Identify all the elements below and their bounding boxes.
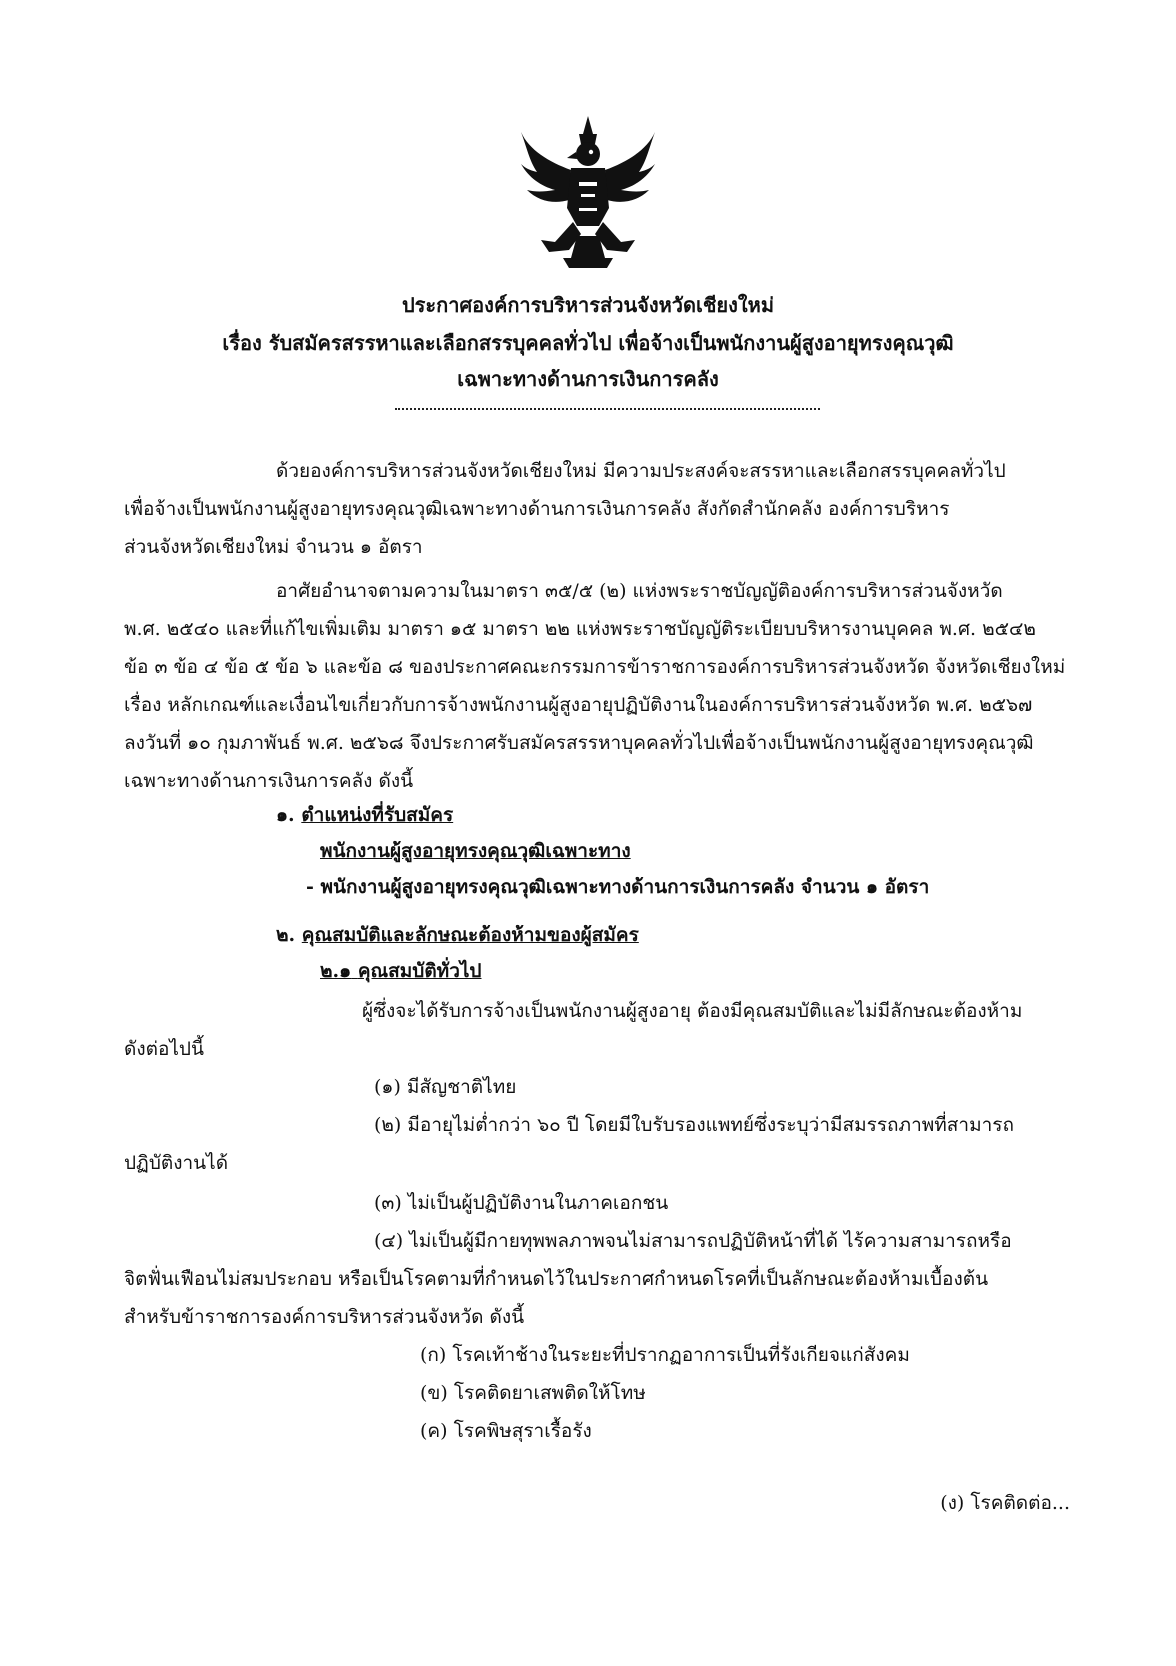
intro-p2-line: พ.ศ. ๒๕๔๐ และที่แก้ไขเพิ่มเติม มาตรา ๑๕ มาตรา ๒๒ แห่งพระราชบัญญัติระเบียบบริหารงานบุคคล พ.ศ. ๒๕๔๒	[124, 618, 1036, 640]
continuation-note: (ง) โรคติดต่อ...	[940, 1492, 1070, 1514]
section-2-heading	[276, 920, 639, 950]
qualification-4: (๔) ไม่เป็นผู้มีกายทุพพลภาพจนไม่สามารถปฏิบัติหน้าที่ได้ ไร้ความสามารถหรือ	[374, 1230, 1012, 1252]
announcement-title: ประกาศองค์การบริหารส่วนจังหวัดเชียงใหม่	[401, 293, 775, 317]
qualification-2-cont: ปฏิบัติงานได้	[124, 1152, 229, 1174]
disease-item: (ค) โรคพิษสุราเรื้อรัง	[420, 1420, 592, 1442]
disease-item: (ข) โรคติดยาเสพติดให้โทษ	[420, 1382, 646, 1404]
qualification-2: (๒) มีอายุไม่ต่ำกว่า ๖๐ ปี โดยมีใบรับรองแพทย์ซึ่งระบุว่ามีสมรรถภาพที่สามารถ	[374, 1114, 1014, 1136]
section-2-1-heading	[320, 956, 482, 986]
intro-p1-line: เพื่อจ้างเป็นพนักงานผู้สูงอายุทรงคุณวุฒิเฉพาะทางด้านการเงินการคลัง สังกัดสำนักคลัง องค์การบริหาร	[124, 498, 950, 520]
announcement-subject-cont: เฉพาะทางด้านการเงินการคลัง	[457, 367, 719, 391]
garuda-emblem-icon	[519, 112, 657, 270]
section-1-number: ๑.	[276, 804, 295, 826]
section-2-lead-cont: ดังต่อไปนี้	[124, 1038, 204, 1060]
qualification-3: (๓) ไม่เป็นผู้ปฏิบัติงานในภาคเอกชน	[374, 1192, 669, 1214]
qualification-1: (๑) มีสัญชาติไทย	[374, 1076, 517, 1098]
disease-item: (ก) โรคเท้าช้างในระยะที่ปรากฏอาการเป็นที่รังเกียจแก่สังคม	[420, 1344, 910, 1366]
intro-p2-line: อาศัยอำนาจตามความในมาตรา ๓๕/๕ (๒) แห่งพระราชบัญญัติองค์การบริหารส่วนจังหวัด	[276, 580, 1003, 602]
intro-p1-line: ด้วยองค์การบริหารส่วนจังหวัดเชียงใหม่ มีความประสงค์จะสรรหาและเลือกสรรบุคคลทั่วไป	[276, 460, 1006, 482]
section-1-subtitle: พนักงานผู้สูงอายุทรงคุณวุฒิเฉพาะทาง	[320, 840, 631, 862]
section-1-title: ตำแหน่งที่รับสมัคร	[301, 804, 454, 826]
intro-p2-line: ลงวันที่ ๑๐ กุมภาพันธ์ พ.ศ. ๒๕๖๘ จึงประกาศรับสมัครสรรหาบุคคลทั่วไปเพื่อจ้างเป็นพนักงานผู้สูงอายุทรงคุณวุฒิ	[124, 732, 1034, 754]
section-1-item: - พนักงานผู้สูงอายุทรงคุณวุฒิเฉพาะทางด้านการเงินการคลัง จำนวน ๑ อัตรา	[306, 876, 930, 898]
intro-p1-line: ส่วนจังหวัดเชียงใหม่ จำนวน ๑ อัตรา	[124, 536, 423, 558]
section-1-heading	[276, 800, 453, 830]
announcement-subject: เรื่อง รับสมัครสรรหาและเลือกสรรบุคคลทั่วไป เพื่อจ้างเป็นพนักงานผู้สูงอายุทรงคุณวุฒิ	[222, 331, 954, 355]
section-2-title: คุณสมบัติและลักษณะต้องห้ามของผู้สมัคร	[301, 924, 639, 946]
qualification-4-cont: สำหรับข้าราชการองค์การบริหารส่วนจังหวัด ดังนี้	[124, 1306, 525, 1328]
section-2-number: ๒.	[276, 924, 296, 946]
header-dotted-divider	[395, 408, 820, 410]
section-2-1-number: ๒.๑	[320, 960, 352, 982]
section-2-lead: ผู้ซึ่งจะได้รับการจ้างเป็นพนักงานผู้สูงอายุ ต้องมีคุณสมบัติและไม่มีลักษณะต้องห้าม	[362, 1000, 1023, 1022]
qualification-4-cont: จิตฟั่นเฟือนไม่สมประกอบ หรือเป็นโรคตามที่กำหนดไว้ในประกาศกำหนดโรคที่เป็นลักษณะต้องห้ามเบื้องต้น	[124, 1268, 989, 1290]
intro-p2-line: ข้อ ๓ ข้อ ๔ ข้อ ๕ ข้อ ๖ และข้อ ๘ ของประกาศคณะกรรมการข้าราชการองค์การบริหารส่วนจังหวัด จังหวัดเชียงใหม่	[124, 656, 1066, 678]
intro-p2-line: เรื่อง หลักเกณฑ์และเงื่อนไขเกี่ยวกับการจ้างพนักงานผู้สูงอายุปฏิบัติงานในองค์การบริหารส่วนจังหวัด พ.ศ. ๒๕๖๗	[124, 694, 1033, 716]
section-2-1-title: คุณสมบัติทั่วไป	[357, 960, 482, 982]
intro-p2-line: เฉพาะทางด้านการเงินการคลัง ดังนี้	[124, 770, 414, 792]
